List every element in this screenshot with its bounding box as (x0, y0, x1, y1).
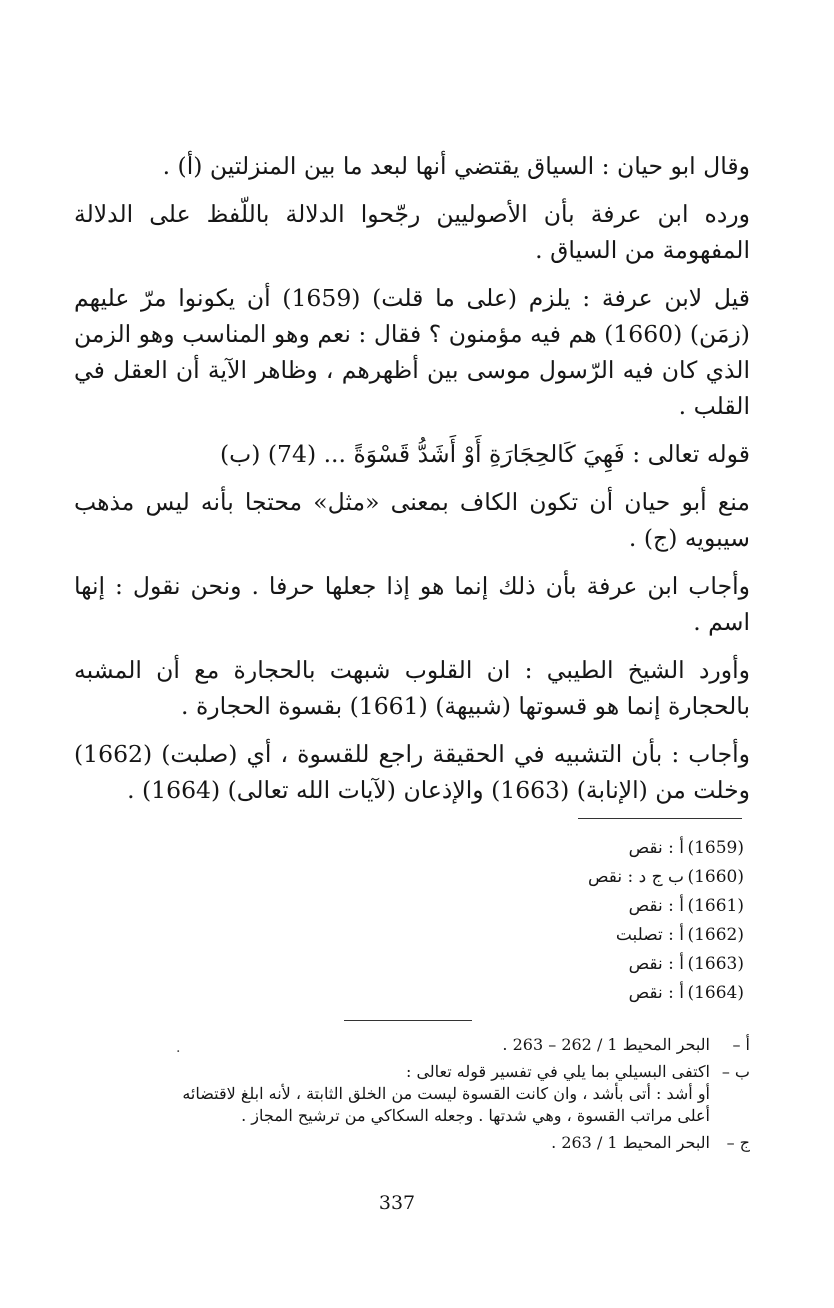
paragraph-6: وأجاب ابن عرفة بأن ذلك إنما هو إذا جعلها حرفا . ونحن نقول : إنها اسم . (74, 572, 750, 636)
source-note-key: ج – (726, 1133, 750, 1152)
note-text: أ : نقص (628, 838, 684, 858)
paragraph-5: منع أبو حيان أن تكون الكاف بمعنى «مثل» محتجا بأنه ليس مذهب سيبويه (ج) . (74, 488, 750, 552)
paragraph-7: وأورد الشيخ الطيبي : ان القلوب شبهت بالحجارة مع أن المشبه بالحجارة إنما هو قسوتها (شبيهة) (1661) بقسوة الحجارة . (74, 656, 750, 720)
page-number: 337 (378, 1192, 416, 1214)
source-note-body (78, 1034, 710, 1056)
note-number: (1661) (687, 896, 744, 916)
source-note-body (78, 1132, 710, 1154)
source-notes-separator (344, 1020, 472, 1021)
variant-note (520, 892, 744, 921)
main-text (74, 148, 750, 808)
note-number: (1662) (687, 925, 744, 945)
paragraph-1: وقال ابو حيان : السياق يقتضي أنها لبعد ما بين المنزلتين (أ) . (162, 152, 750, 180)
paragraph-2: ورده ابن عرفة بأن الأصوليين رجّحوا الدلالة باللّفظ على الدلالة المفهومة من السياق . (74, 200, 750, 264)
source-note-line: أو أشد : أتى بأشد ، وان كانت القسوة ليست من الخلق الثابتة ، لأنه ابلغ لاقتضائه (182, 1084, 710, 1103)
source-note-line: أعلى مراتب القسوة ، وهي شدتها . وجعله السكاكي من ترشيح المجاز . (241, 1106, 710, 1125)
source-note (78, 1061, 750, 1127)
note-text: ب ج د : نقص (587, 867, 684, 887)
source-note-key: ب – (721, 1062, 750, 1081)
variant-notes (520, 834, 744, 1008)
footnote-separator (578, 818, 742, 819)
note-text: أ : نقص (628, 954, 684, 974)
variant-note (520, 863, 744, 892)
note-text: أ : تصلبت (615, 925, 684, 945)
paragraph-3: قيل لابن عرفة : يلزم (على ما قلت) (1659) أن يكونوا مرّ عليهم (زمَن) (1660) هم فيه مؤمنون ؟ فقال : نعم وهو المناسب وهو الزمن الذي كان فيه الرّسول موسى بين أظهرهم ، وظاهر الآية أن العقل في القلب . (74, 284, 750, 420)
source-notes (78, 1034, 750, 1159)
source-note-line: البحر المحيط 1 / 263 . (551, 1133, 710, 1152)
note-number: (1663) (687, 954, 744, 974)
variant-note (520, 950, 744, 979)
source-note (78, 1132, 750, 1154)
source-note-line: البحر المحيط 1 / 262 – 263 . (502, 1035, 710, 1054)
note-number: (1660) (687, 867, 744, 887)
source-note-line: اكتفى البسيلي بما يلي في تفسير قوله تعالى : (405, 1062, 710, 1081)
note-text: أ : نقص (628, 896, 684, 916)
variant-note (520, 834, 744, 863)
source-note-key: أ – (732, 1035, 750, 1054)
note-text: أ : نقص (628, 983, 684, 1003)
source-note (78, 1034, 750, 1056)
paragraph-8: وأجاب : بأن التشبيه في الحقيقة راجع للقسوة ، أي (صلبت) (1662) وخلت من (الإنابة) (1663) والإذعان (لآيات الله تعالى) (1664) . (74, 740, 750, 804)
variant-note (520, 979, 744, 1008)
source-note-body (78, 1061, 710, 1127)
paragraph-4-verse: قوله تعالى : فَهِيَ كَالحِجَارَةِ أَوْ أَشَدُّ قَسْوَةً ... (74) (ب) (219, 440, 750, 468)
note-number: (1664) (687, 983, 744, 1003)
speck-mark: . (176, 1040, 181, 1056)
variant-note (520, 921, 744, 950)
note-number: (1659) (687, 838, 744, 858)
